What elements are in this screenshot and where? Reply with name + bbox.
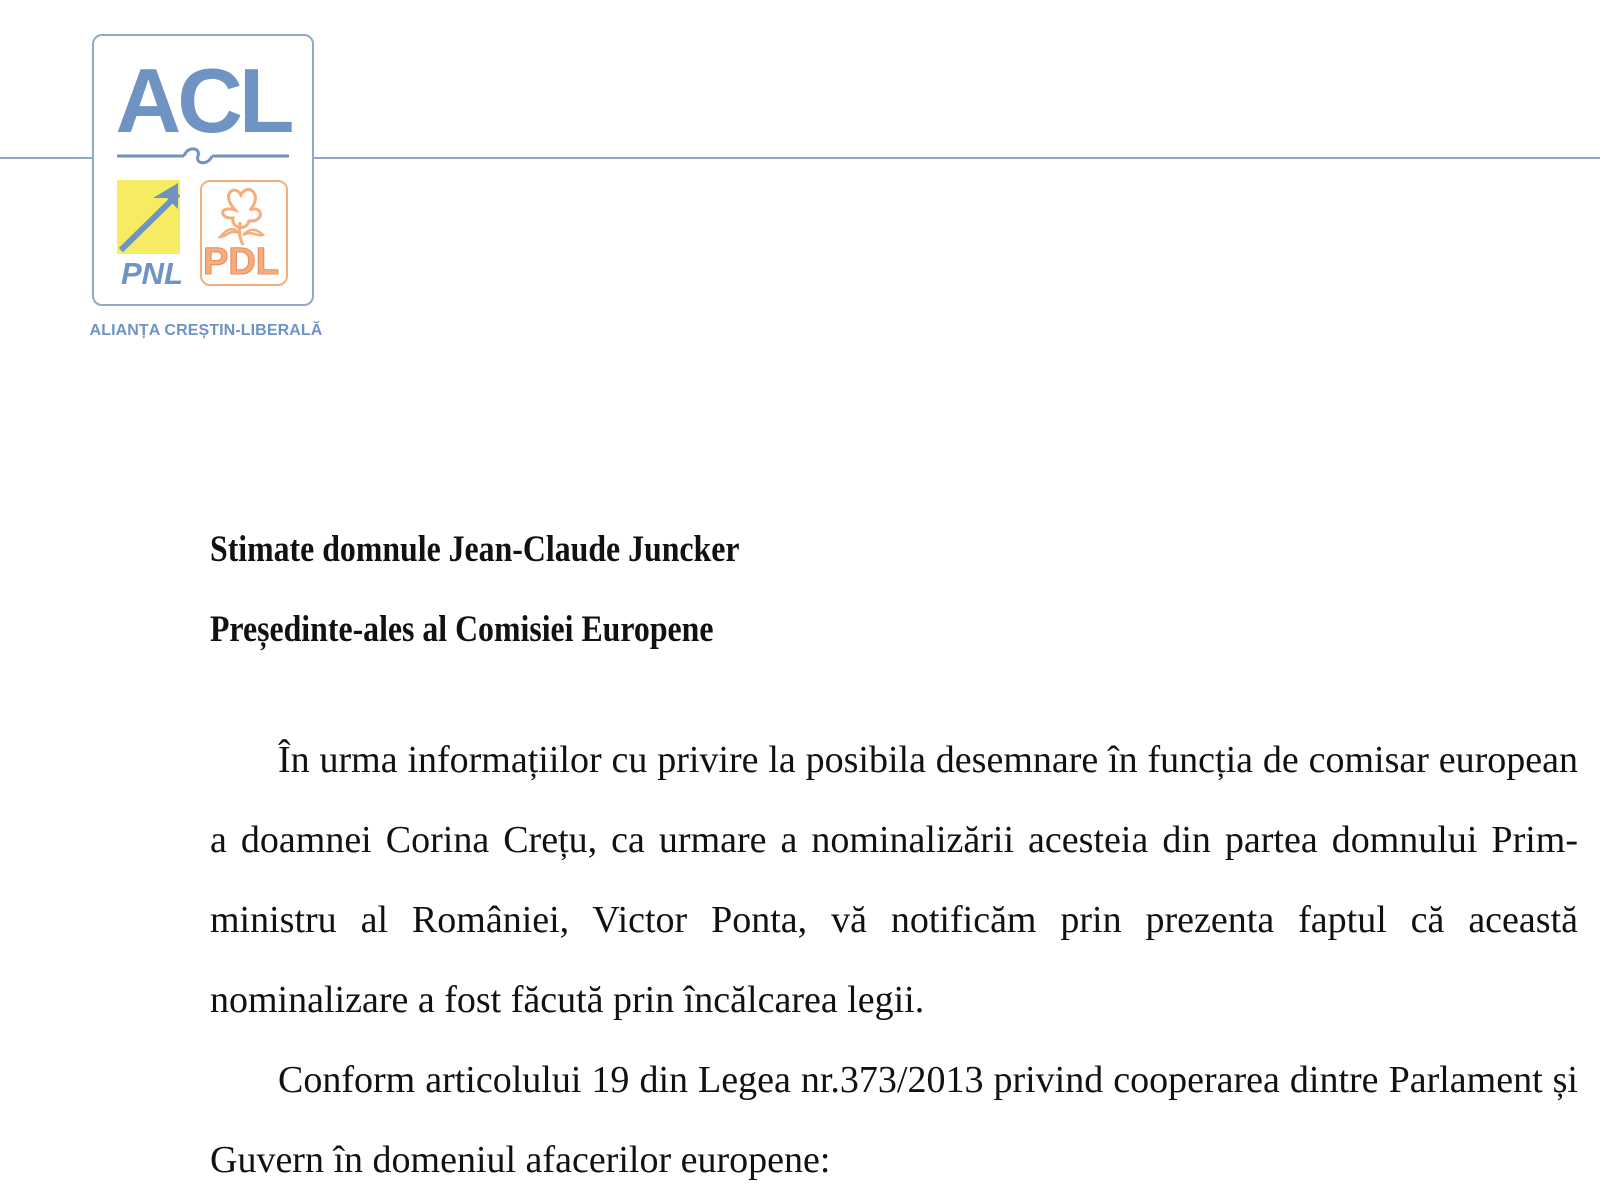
recipient-line: Stimate domnule Jean-Claude Juncker — [210, 529, 740, 570]
recipient-title-line: Președinte-ales al Comisiei Europene — [210, 609, 714, 650]
notification-paragraph: În urma informațiilor cu privire la posibila desemnare în funcția de comisar european a doamnei Corina Crețu, ca urmare a nominalizării acesteia din partea domnului Prim-ministru al României, Victor Ponta, vă notificăm prin prezenta faptul că această nominalizare a fost făcută prin încălcarea legii. — [210, 739, 1578, 1021]
acl-wordmark — [115, 51, 291, 152]
party-logo — [88, 30, 324, 352]
letter-body — [210, 720, 1578, 1200]
pnl-logo-text: PNL — [121, 256, 183, 291]
acl-logo-graphic — [92, 34, 314, 306]
acl-logo-text: ACL — [115, 51, 291, 152]
pdl-logo-text: PDL — [203, 241, 279, 283]
pnl-arrow-icon — [117, 180, 180, 254]
salutation — [210, 510, 984, 670]
alliance-caption: ALIANȚA CREȘTIN-LIBERALĂ — [89, 322, 323, 339]
legal-reference-paragraph: Conform articolului 19 din Legea nr.373/2013 privind cooperarea dintre Parlament și Guvern în domeniul afacerilor europene: — [210, 1059, 1578, 1181]
